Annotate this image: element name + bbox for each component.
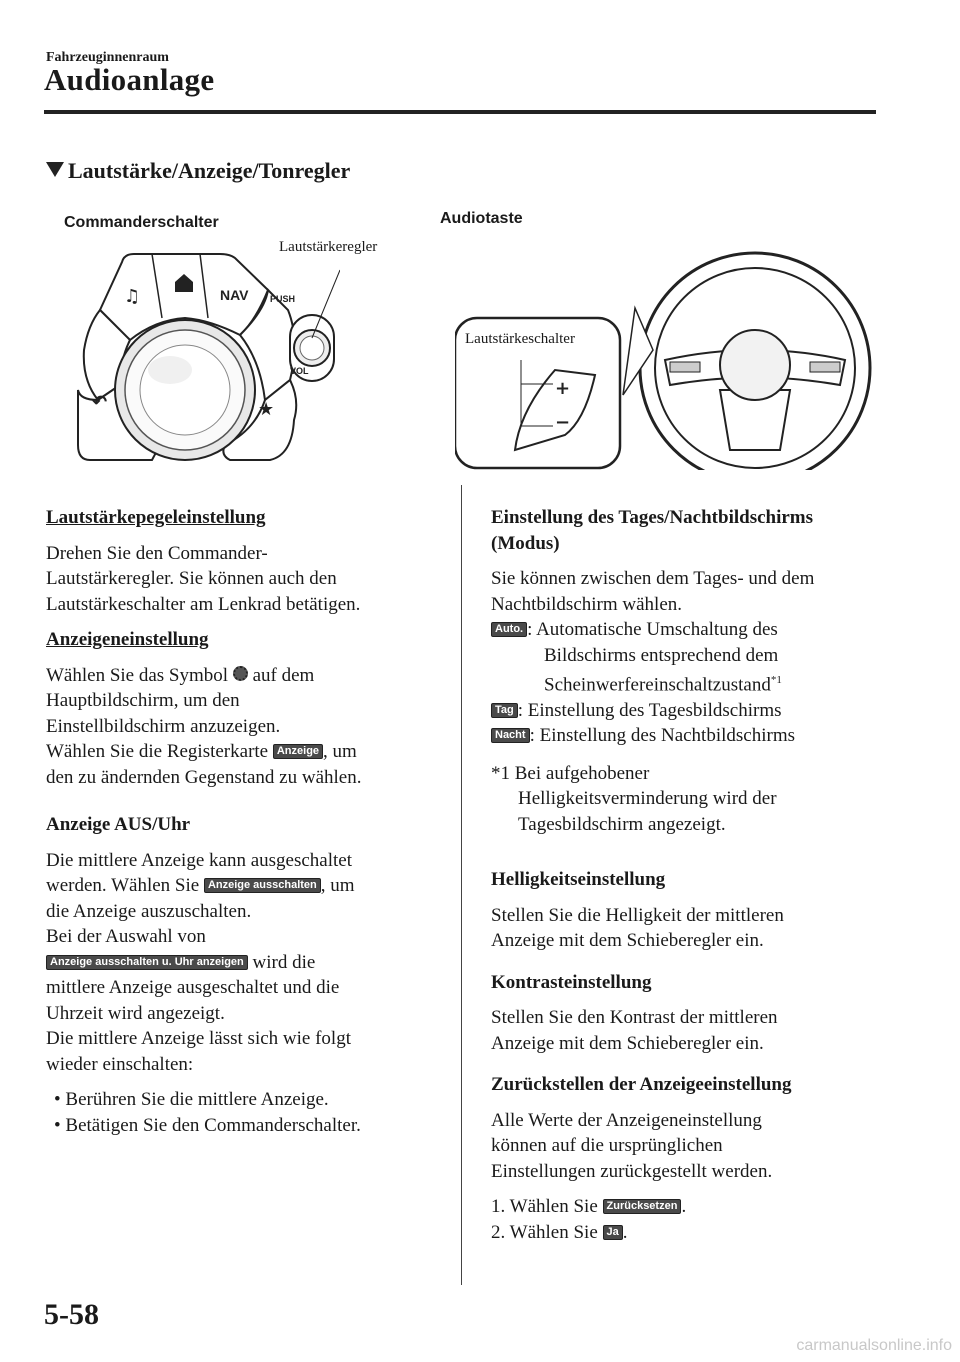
subheading-brightness: Helligkeitseinstellung bbox=[491, 869, 666, 891]
tag-button: Tag bbox=[491, 703, 518, 718]
left-column bbox=[46, 505, 446, 1138]
subheading-reset: Zurückstellen der Anzeigeeinstellung bbox=[491, 1074, 792, 1096]
svg-text:+: + bbox=[555, 378, 571, 399]
contrast-para-2: Anzeige mit dem Schieberegler ein. bbox=[491, 1032, 764, 1054]
gear-icon bbox=[233, 666, 248, 681]
commander-switch-illustration bbox=[70, 250, 340, 475]
push-label: PUSH bbox=[270, 294, 296, 304]
subheading-contrast: Kontrasteinstellung bbox=[491, 971, 652, 993]
off-para-4: Bei der Auswahl von bbox=[46, 926, 206, 947]
volume-para-3: Lautstärkeschalter am Lenkrad betätigen. bbox=[46, 593, 361, 615]
nav-label: NAV bbox=[220, 287, 249, 303]
off-para-9: wieder einschalten: bbox=[46, 1053, 194, 1075]
display-off-button: Anzeige ausschalten bbox=[204, 878, 321, 893]
yes-button: Ja bbox=[603, 1225, 623, 1240]
off-para-7: Uhrzeit wird angezeigt. bbox=[46, 1002, 225, 1024]
nacht-button: Nacht bbox=[491, 728, 530, 743]
off-para-6: mittlere Anzeige ausgeschaltet und die bbox=[46, 977, 340, 998]
off-para-2: werden. Wählen Sie Anzeige ausschalten , um bbox=[46, 875, 355, 896]
mode-para-1: Sie können zwischen dem Tages- und dem bbox=[491, 568, 815, 589]
svg-text:★: ★ bbox=[258, 399, 275, 420]
footnote-3: Tagesbildschirm angezeigt. bbox=[518, 813, 726, 835]
display-para-2: Hauptbildschirm, um den bbox=[46, 690, 240, 711]
figure-label-commander: Commanderschalter bbox=[64, 214, 219, 231]
tag-option: Tag : Einstellung des Tagesbildschirms bbox=[491, 698, 891, 724]
bullet-2: • Betätigen Sie den Commanderschalter. bbox=[54, 1114, 361, 1136]
bullet-1: • Berühren Sie die mittlere Anzeige. bbox=[54, 1089, 329, 1110]
off-para-3: die Anzeige auszuschalten. bbox=[46, 900, 252, 922]
reset-para-1: Alle Werte der Anzeigeneinstellung bbox=[491, 1109, 762, 1131]
mode-para-2: Nachtbildschirm wählen. bbox=[491, 593, 683, 615]
display-para-5: den zu ändernden Gegenstand zu wählen. bbox=[46, 766, 362, 788]
nacht-option: Nacht : Einstellung des Nachtbildschirms bbox=[491, 723, 891, 749]
reset-button: Zurücksetzen bbox=[603, 1199, 682, 1214]
subheading-mode-1: Einstellung des Tages/Nachtbildschirms bbox=[491, 507, 814, 528]
footnote-1: *1 Bei aufgehobener bbox=[491, 762, 650, 784]
page-number: 5-58 bbox=[44, 1298, 99, 1331]
auto-option-2: Bildschirms entsprechend dem bbox=[544, 644, 779, 666]
brightness-para-1: Stellen Sie die Helligkeit der mittleren bbox=[491, 904, 784, 926]
display-para-1: Wählen Sie das Symbol auf dem bbox=[46, 664, 315, 686]
display-off-clock-button: Anzeige ausschalten u. Uhr anzeigen bbox=[46, 955, 248, 970]
section-title: Fahrzeuginnenraum bbox=[46, 50, 169, 65]
figure-label-audio: Audiotaste bbox=[440, 210, 523, 227]
reset-para-3: Einstellungen zurückgestellt werden. bbox=[491, 1160, 773, 1182]
step-2: 2. Wählen Sie Ja . bbox=[491, 1221, 628, 1243]
brightness-para-2: Anzeige mit dem Schieberegler ein. bbox=[491, 930, 764, 952]
reset-para-2: können auf die ursprünglichen bbox=[491, 1135, 723, 1157]
callout-volume-switch: Lautstärkeschalter bbox=[465, 331, 575, 347]
svg-text:♫: ♫ bbox=[124, 286, 141, 307]
subheading-mode-2: (Modus) bbox=[491, 532, 560, 554]
off-para-1: Die mittlere Anzeige kann ausgeschaltet bbox=[46, 849, 352, 871]
off-para-8: Die mittlere Anzeige lässt sich wie folgt bbox=[46, 1028, 351, 1049]
heading-text: Lautstärke/Anzeige/Tonregler bbox=[68, 158, 351, 183]
auto-option-3: Scheinwerfereinschaltzustand$^{*1}$ bbox=[544, 674, 782, 696]
contrast-para-1: Stellen Sie den Kontrast der mittleren bbox=[491, 1007, 778, 1029]
svg-text:↶: ↶ bbox=[92, 392, 108, 413]
chapter-title: Audioanlage bbox=[44, 62, 215, 97]
right-column bbox=[491, 505, 891, 1245]
subheading-display-off: Anzeige AUS/Uhr bbox=[46, 814, 191, 835]
display-para-3: Einstellbildschirm anzuzeigen. bbox=[46, 715, 281, 737]
svg-text:−: − bbox=[555, 412, 571, 433]
volume-para-2: Lautstärkeregler. Sie können auch den bbox=[46, 568, 337, 589]
display-para-4: Wählen Sie die Registerkarte Anzeige , um bbox=[46, 741, 357, 762]
volume-para-1: Drehen Sie den Commander- bbox=[46, 542, 268, 564]
watermark: carmanualsonline.info bbox=[796, 1337, 952, 1354]
header-rule bbox=[44, 110, 876, 114]
vol-label: VOL bbox=[290, 366, 309, 376]
footnote-2: Helligkeitsverminderung wird der bbox=[518, 788, 777, 810]
section-heading bbox=[46, 158, 350, 184]
step-1: 1. Wählen Sie Zurücksetzen . bbox=[491, 1196, 687, 1218]
auto-button: Auto. bbox=[491, 622, 527, 637]
triangle-icon bbox=[46, 162, 64, 177]
column-divider bbox=[461, 485, 462, 1285]
auto-option: Auto. : Automatische Umschaltung des bbox=[491, 617, 891, 643]
subheading-display: Anzeigeneinstellung bbox=[46, 629, 209, 650]
anzeige-tab-button: Anzeige bbox=[273, 744, 323, 759]
callout-volume-knob: Lautstärkeregler bbox=[279, 239, 378, 255]
steering-wheel-illustration bbox=[455, 250, 880, 470]
subheading-volume: Lautstärkepegeleinstellung bbox=[46, 507, 266, 528]
off-para-5: Anzeige ausschalten u. Uhr anzeigen wird die bbox=[46, 950, 446, 976]
